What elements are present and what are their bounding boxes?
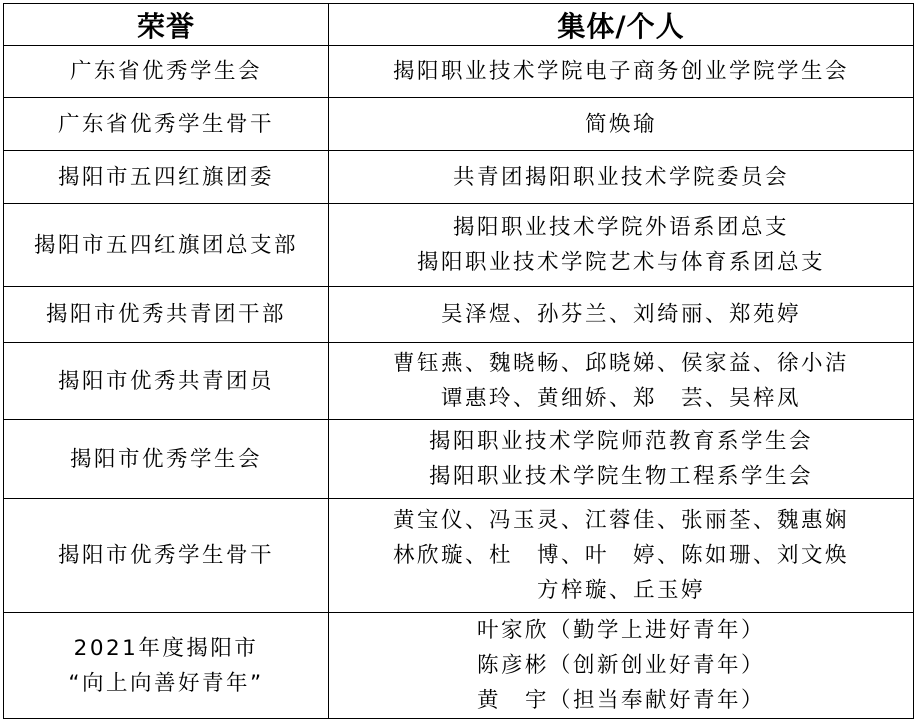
honor-cell	[4, 287, 329, 343]
honor-cell	[4, 613, 329, 719]
honor-name: 广东省优秀学生骨干	[57, 111, 274, 137]
recipient-cell	[329, 613, 914, 719]
honor-cell	[4, 151, 329, 204]
recipient-cell	[329, 420, 914, 499]
recipient-line: 黄 宇（担当奉献好青年）	[476, 688, 765, 713]
recipient-line: 揭阳职业技术学院艺术与体育系团总支	[416, 250, 825, 275]
table-body	[4, 46, 914, 719]
honor-cell	[4, 98, 329, 151]
table-row	[4, 499, 914, 613]
honor-column-header: 荣誉	[4, 4, 329, 46]
table-row	[4, 98, 914, 151]
table-row	[4, 613, 914, 719]
recipient-cell	[329, 46, 914, 98]
honor-name: “向上向善好青年”	[68, 670, 264, 696]
honor-cell	[4, 420, 329, 499]
recipient-line: 简焕瑜	[584, 111, 657, 137]
honor-cell	[4, 204, 329, 287]
honor-cell	[4, 499, 329, 613]
header-row	[4, 4, 914, 46]
table-row	[4, 343, 914, 420]
honor-cell	[4, 46, 329, 98]
recipient-line: 揭阳职业技术学院电子商务创业学院学生会	[392, 59, 849, 84]
recipient-line: 叶家欣（勤学上进好青年）	[476, 618, 765, 643]
recipient-line: 曹钰燕、魏晓畅、邱晓娣、侯家益、徐小洁	[392, 351, 849, 376]
table-row	[4, 420, 914, 499]
recipient-line: 揭阳职业技术学院外语系团总支	[452, 215, 789, 240]
honor-name: 揭阳市五四红旗团总支部	[33, 232, 298, 258]
honor-cell	[4, 343, 329, 420]
recipient-line: 吴泽煜、孙芬兰、刘绮丽、郑苑婷	[440, 302, 801, 327]
recipient-line: 林欣璇、杜 博、叶 婷、陈如珊、刘文焕	[392, 543, 849, 568]
table-row	[4, 151, 914, 204]
recipient-line: 陈彦彬（创新创业好青年）	[476, 653, 765, 678]
table-row	[4, 287, 914, 343]
honor-name: 揭阳市优秀学生会	[69, 446, 262, 472]
honor-name: 揭阳市优秀共青团干部	[45, 302, 286, 327]
recipient-line: 共青团揭阳职业技术学院委员会	[452, 164, 789, 190]
recipient-cell	[329, 287, 914, 343]
recipient-cell	[329, 204, 914, 287]
honor-name: 2021年度揭阳市	[73, 635, 259, 661]
recipient-cell	[329, 151, 914, 204]
recipient-line: 揭阳职业技术学院师范教育系学生会	[428, 429, 813, 454]
recipient-line: 揭阳职业技术学院生物工程系学生会	[428, 464, 813, 489]
honor-name: 广东省优秀学生会	[69, 59, 262, 84]
recipient-line: 方梓璇、丘玉婷	[536, 578, 705, 603]
recipient-cell	[329, 98, 914, 151]
table-row	[4, 204, 914, 287]
recipient-line: 黄宝仪、冯玉灵、江蓉佳、张丽荃、魏惠娴	[392, 508, 849, 533]
honor-name: 揭阳市优秀学生骨干	[57, 543, 274, 568]
recipient-line: 谭惠玲、黄细娇、郑 芸、吴梓凤	[440, 386, 801, 411]
honors-table	[3, 3, 914, 719]
honor-name: 揭阳市优秀共青团员	[57, 368, 274, 394]
table-row	[4, 46, 914, 98]
recipient-cell	[329, 343, 914, 420]
honor-name: 揭阳市五四红旗团委	[57, 164, 274, 190]
recipient-column-header: 集体/个人	[329, 4, 914, 46]
recipient-cell	[329, 499, 914, 613]
